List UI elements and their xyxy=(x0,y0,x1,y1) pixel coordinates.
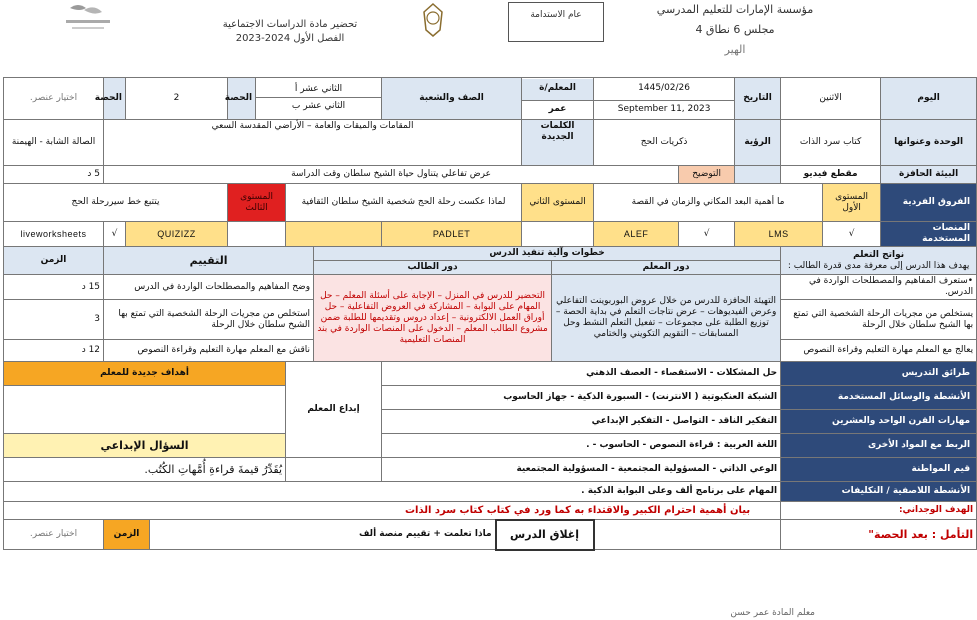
skills-label: مهارات القرن الواحد والعشرين xyxy=(781,410,977,434)
date-cell[interactable] xyxy=(594,78,735,120)
keywords-label: الكلمات الجديدة xyxy=(522,120,594,166)
platform-alef: ALEF xyxy=(594,222,679,247)
creative-question-label: السؤال الإبداعي xyxy=(4,434,286,458)
padlet-check[interactable] xyxy=(522,222,594,247)
time-1[interactable]: 15 د xyxy=(4,275,104,300)
assess-3[interactable]: ناقش مع المعلم مهارة التعليم وقراءة النصوص xyxy=(104,340,314,362)
uae-emblem-icon xyxy=(418,0,448,40)
session-label: الحصة xyxy=(228,78,256,120)
skills-value[interactable]: التفكير الناقد - التواصل - التفكير الإبداعي xyxy=(382,410,781,434)
outcome-2: يستخلص من مجريات الرحلة الشخصية التي تمتع بها الشيخ سلطان خلال الرحلة xyxy=(781,300,977,340)
extra-label: الأنشطة اللاصفية / التكليفات xyxy=(781,482,977,502)
teacher-goals-value[interactable] xyxy=(4,386,286,434)
term-label: الحصة xyxy=(104,78,126,120)
env-label: البيئة الحافزة xyxy=(881,166,977,184)
row-extra xyxy=(4,482,977,502)
tools-label: الأنشطة والوسائل المستخدمة xyxy=(781,386,977,410)
row-day xyxy=(4,78,977,120)
row-steps-header xyxy=(4,247,977,261)
sustainability-box: عام الاستدامة xyxy=(508,2,604,42)
assess-1[interactable]: وضح المفاهيم والمصطلحات الواردة في الدرس xyxy=(104,275,314,300)
platform-lms: LMS xyxy=(735,222,823,247)
creative-gap xyxy=(286,458,382,482)
outcome-1: •ستعرف المفاهيم والمصطلحات الواردة في الدرس. xyxy=(781,275,977,300)
vision-label: الرؤية xyxy=(735,120,781,166)
prep-title: تحضير مادة الدراسات الاجتماعية الفصل الأول 2024-2023 xyxy=(222,19,358,44)
assessment-header: التقييم xyxy=(104,247,314,275)
level3-label: المستوى الثالث xyxy=(228,184,286,222)
reflection-label: التأمل : بعد الحصة" xyxy=(781,520,977,550)
clarify-value[interactable]: عرض تفاعلي يتناول حياة الشيخ سلطان وقت الدراسة xyxy=(104,166,679,184)
row-reflection xyxy=(4,520,977,550)
row-link xyxy=(4,434,977,458)
level1-text[interactable]: ما أهمية البعد المكاني والزمان في القصة xyxy=(594,184,823,222)
close-lesson-label: إغلاق الدرس xyxy=(496,520,594,550)
steps-header: خطوات وآلية تنفيذ الدرس xyxy=(314,247,781,261)
env-time[interactable]: 5 د xyxy=(4,166,104,184)
diff-label: الفروق الفردية xyxy=(881,184,977,222)
emotional-text[interactable]: بيان أهمية احترام الكبير والاقتداء به كما ورد في كتاب كتاب سرد الذات xyxy=(4,502,781,520)
outcomes-header: نواتج التعلم يهدف هذا الدرس إلى معرفة مدى قدرة الطالب : xyxy=(781,247,977,275)
signature: معلم المادة عمر حسن xyxy=(730,608,815,618)
row-step-1 xyxy=(4,275,977,300)
vision-value[interactable]: ذكريات الحج xyxy=(594,120,735,166)
env-value[interactable]: مقطع فيديو xyxy=(781,166,881,184)
alef-check[interactable]: √ xyxy=(679,222,735,247)
close-lesson-value[interactable]: ماذا تعلمت + تقييم منصة ألف xyxy=(150,520,496,550)
platform-padlet: PADLET xyxy=(382,222,522,247)
teacher-role-text[interactable]: التهيئة الحافزة للدرس من خلال عروض البوربوينت التفاعلي وعرض الفيديوهات – عرض نتاجات التعلم في بداية الحصة – توزيع الطلبة على مجموعات – تفعيل التعلم النشط وحل المسابقات – التقويم التكويني والختامي xyxy=(552,275,781,362)
time-2[interactable]: 3 xyxy=(4,300,104,340)
student-role-header: دور الطالب xyxy=(314,261,552,275)
tools-value[interactable]: الشبكة العنكبوتية ( الانترنت) - السبورة الذكية - جهاز الحاسوب xyxy=(382,386,781,410)
keywords-value[interactable]: المقامات والميقات والعامة – الأراضي المقدسة السعي xyxy=(104,120,522,166)
date-hijri: 1445/02/26 xyxy=(594,79,734,101)
row-unit xyxy=(4,120,977,166)
student-role-text[interactable]: التحضير للدرس في المنزل – الإجابة على أسئلة المعلم – حل المهام على البوابة – المشاركة في العروض التفاعلية – حل أوراق العمل الالكترونية – إعداد دروس وتقديمها للطلبة ضمن مشروع الطالب المعلم – الدخول على المنصات الواردة في بند المنصات التعليمية xyxy=(314,275,552,362)
teacher-cell xyxy=(522,78,594,120)
platforms-label: المنصات المستخدمة xyxy=(881,222,977,247)
grade-value-2: الثاني عشر ب xyxy=(291,101,346,111)
choose-item-2[interactable]: اختيار عنصر. xyxy=(4,520,104,550)
quizizz-check[interactable]: √ xyxy=(104,222,126,247)
time-header: الزمن xyxy=(4,247,104,275)
teacher-label: المعلم/ة xyxy=(522,79,593,101)
unit-value[interactable]: كتاب سرد الذات xyxy=(781,120,881,166)
emotional-label: الهدف الوجداني: xyxy=(781,502,977,520)
row-diff xyxy=(4,184,977,222)
row-values xyxy=(4,458,977,482)
level2-text[interactable]: لماذا عكست رحلة الحج شخصية الشيخ سلطان الثقافية xyxy=(286,184,522,222)
clarify-label: التوضيح xyxy=(679,166,735,184)
level2-label: المستوى الثاني xyxy=(522,184,594,222)
outcome-3: يعالج مع المعلم مهارة التعليم وقراءة النصوص xyxy=(781,340,977,362)
assess-2[interactable]: استخلص من مجريات الرحلة الشخصية التي تمتع بها الشيخ سلطان خلال الرحلة xyxy=(104,300,314,340)
env-gap xyxy=(735,166,781,184)
row-env xyxy=(4,166,977,184)
quizizz-check-blank[interactable] xyxy=(228,222,286,247)
time-3[interactable]: 12 د xyxy=(4,340,104,362)
teacher-role-header: دور المعلم xyxy=(552,261,781,275)
platform-liveworksheets: liveworksheets xyxy=(4,222,104,247)
day-label: اليوم xyxy=(881,78,977,120)
choose-item-1[interactable]: اختيار عنصر. xyxy=(4,78,104,120)
date-gregorian: September 11, 2023 xyxy=(617,104,711,114)
time-label: الزمن xyxy=(104,520,150,550)
teach-value[interactable]: حل المشكلات - الاستقصاء - العصف الذهني xyxy=(382,362,781,386)
teacher-value[interactable]: عمر xyxy=(548,104,567,114)
unit-label: الوحدة وعنوانها xyxy=(881,120,977,166)
platform-quizizz: QUIZIZZ xyxy=(126,222,228,247)
period-value[interactable]: 2 xyxy=(126,78,228,120)
grade-cell[interactable] xyxy=(256,78,382,120)
teach-label: طرائق التدريس xyxy=(781,362,977,386)
values-value[interactable]: الوعي الذاتي - المسؤولية المجتمعية - المسؤولية المجتمعية xyxy=(382,458,781,482)
platform-blank xyxy=(286,222,382,247)
level1-label: المستوى الأول xyxy=(823,184,881,222)
grade-label: الصف والشعبة xyxy=(382,78,522,120)
level3-text[interactable]: يتتبع خط سيررحلة الحج xyxy=(4,184,228,222)
grade-value-1: الثاني عشر أ xyxy=(256,82,381,98)
day-value[interactable]: الاثنين xyxy=(781,78,881,120)
lesson-plan-table xyxy=(3,77,977,551)
reflection-gap xyxy=(594,520,781,550)
row-tools xyxy=(4,386,977,410)
values-label: قيم المواطنة xyxy=(781,458,977,482)
link-label: الربط مع المواد الأخرى xyxy=(781,434,977,458)
extra-keywords[interactable]: الصالة الشابة - الهيمنة xyxy=(4,120,104,166)
date-label: التاريخ xyxy=(735,78,781,120)
teacher-creativity-label: إبداع المعلم xyxy=(286,362,382,458)
teacher-goals-label: أهداف جديدة للمعلم xyxy=(4,362,286,386)
creative-question-text[interactable]: يُقَدِّرُ قيمةَ قراءةِ أُمَّهاتِ الكُتُب. xyxy=(4,458,286,482)
link-value[interactable]: اللغة العربية : قراءة النصوص - الحاسوب - . xyxy=(382,434,781,458)
org-title: مؤسسة الإمارات للتعليم المدرسي مجلس 6 نطاق 4 الهير xyxy=(656,3,814,56)
school-logo xyxy=(58,0,118,38)
lms-check[interactable]: √ xyxy=(823,222,881,247)
row-teach xyxy=(4,362,977,386)
extra-value[interactable]: المهام على برنامج ألف وعلى البوابة الذكية . xyxy=(4,482,781,502)
row-platforms xyxy=(4,222,977,247)
row-emotional xyxy=(4,502,977,520)
